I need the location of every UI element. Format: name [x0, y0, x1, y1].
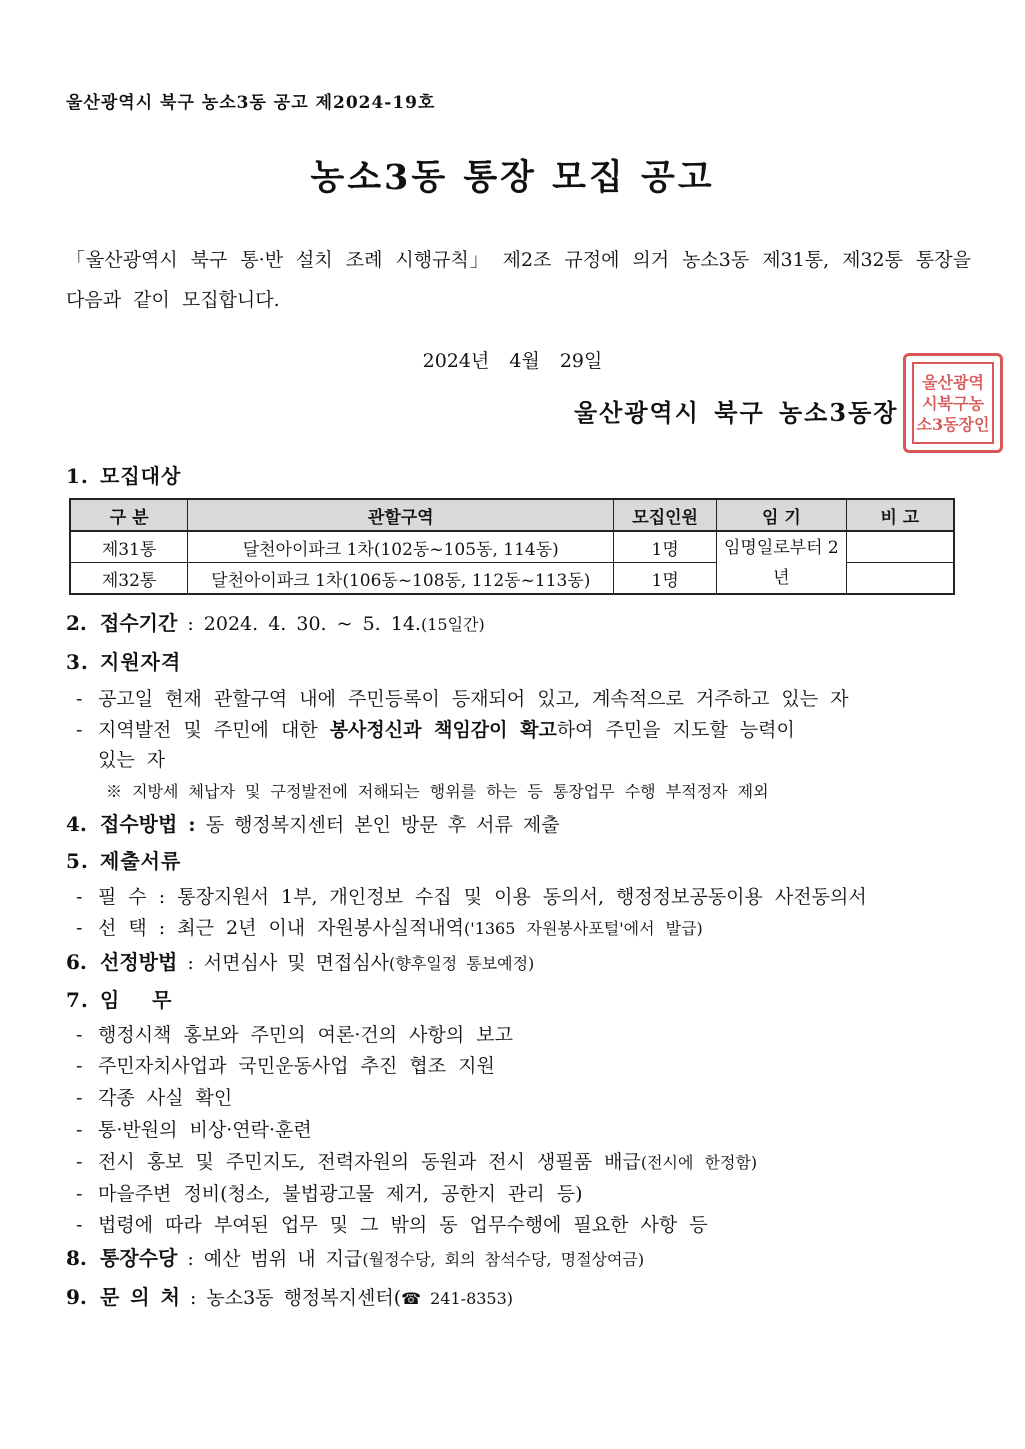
- section-7-heading: [66, 984, 173, 1013]
- receipt-method: 동 행정복지센터 본인 방문 후 서류 제출: [205, 814, 560, 836]
- seal-line-1: 울산광역: [922, 372, 984, 392]
- section-number: 3.: [66, 650, 89, 674]
- duty-5-note: (전시에 한정함): [640, 1153, 758, 1172]
- selection-method: : 서면심사 및 면접심사: [187, 952, 390, 974]
- section-2: [66, 607, 485, 636]
- list-item: - 전시 홍보 및 주민지도, 전력자원의 동원과 전시 생필품 배급(전시에 한정함): [76, 1151, 758, 1173]
- duty-3: 각종 사실 확인: [98, 1087, 233, 1109]
- list-item: - 선 택 : 최근 2년 이내 자원봉사실적내역('1365 자원봉사포털'에서 발급): [76, 917, 703, 939]
- section-title: 모집대상: [100, 464, 182, 488]
- duty-4: 통·반원의 비상·연락·훈련: [98, 1119, 312, 1141]
- header-division: 구 분: [70, 499, 188, 531]
- section-title: 선정방법: [100, 950, 178, 974]
- section-number: 5.: [66, 849, 89, 873]
- section-title: 제출서류: [100, 849, 182, 873]
- issuer-name: 울산광역시 북구 농소3동장: [574, 398, 899, 427]
- contact-phone: ☎ 241-8353): [401, 1289, 514, 1308]
- section-9: [66, 1281, 513, 1310]
- official-seal: [903, 353, 1003, 453]
- duty-5: 전시 홍보 및 주민지도, 전력자원의 동원과 전시 생필품 배급: [98, 1151, 641, 1173]
- list-item: - 마을주변 정비(청소, 불법광고물 제거, 공한지 관리 등): [76, 1183, 583, 1205]
- notice-date: 2024년 4월 29일: [422, 350, 603, 372]
- header-term: 임 기: [717, 499, 847, 531]
- receipt-days: (15일간): [420, 615, 485, 634]
- allowance-note: (월정수당, 회의 참석수당, 명절상여금): [362, 1250, 645, 1269]
- cell-count: 1명: [614, 563, 717, 595]
- section-4: [66, 808, 560, 837]
- list-item: - 각종 사실 확인: [76, 1087, 233, 1109]
- qualification-2-post: 하여 주민을 지도할 능력이: [556, 719, 795, 741]
- section-title: 지원자격: [100, 650, 182, 674]
- qualification-2-bold: 봉사정신과 책임감이 확고: [329, 719, 557, 741]
- list-item: - 주민자치사업과 국민운동사업 추진 협조 지원: [76, 1055, 495, 1077]
- document-required: 필 수 : 통장지원서 1부, 개인정보 수집 및 이용 동의서, 행정정보공동이용 사전동의서: [98, 886, 867, 908]
- section-3-heading: [66, 646, 181, 675]
- recruit-table: [69, 498, 955, 595]
- table-row: [70, 531, 954, 563]
- qualification-2-pre: 지역발전 및 주민에 대한: [98, 719, 330, 741]
- list-item: - 법령에 따라 부여된 업무 및 그 밖의 동 업무수행에 필요한 사항 등: [76, 1214, 708, 1236]
- seal-line-3: 소3동장인: [916, 414, 990, 434]
- cell-area: 달천아이파크 1차(106동~108동, 112동~113동): [188, 563, 614, 595]
- seal-line-2: 시북구농: [922, 393, 984, 413]
- receipt-period: : 2024. 4. 30. ~ 5. 14.: [187, 613, 421, 635]
- section-number: 8.: [66, 1246, 87, 1270]
- cell-remark: [846, 563, 954, 595]
- section-number: 1.: [66, 464, 89, 488]
- intro-paragraph: 「울산광역시 북구 통·반 설치 조례 시행규칙」 제2조 규정에 의거 농소3동 제31통, 제32통 통장을 다음과 같이 모집합니다.: [66, 249, 971, 311]
- section-number: 9.: [66, 1285, 87, 1309]
- notice-number: 울산광역시 북구 농소3동 공고 제2024-19호: [66, 93, 436, 113]
- section-number: 4.: [66, 812, 87, 836]
- list-item: - 행정시책 홍보와 주민의 여론·건의 사항의 보고: [76, 1024, 513, 1046]
- duty-2: 주민자치사업과 국민운동사업 추진 협조 지원: [98, 1055, 495, 1077]
- cell-area: 달천아이파크 1차(102동~105동, 114동): [188, 531, 614, 563]
- section-number: 7.: [66, 988, 89, 1012]
- document-optional-note: ('1365 자원봉사포털'에서 발급): [464, 919, 703, 938]
- list-item-continuation: 있는 자: [98, 749, 166, 771]
- cell-remark: [846, 531, 954, 563]
- section-title: 접수기간: [100, 611, 178, 635]
- section-8: [66, 1242, 644, 1271]
- header-area: 관할구역: [188, 499, 614, 531]
- cell-count: 1명: [614, 531, 717, 563]
- duty-1: 행정시책 홍보와 주민의 여론·건의 사항의 보고: [98, 1024, 513, 1046]
- selection-note: (향후일정 통보예정): [389, 954, 535, 973]
- list-item: - 필 수 : 통장지원서 1부, 개인정보 수집 및 이용 동의서, 행정정보공동이용 사전동의서: [76, 886, 867, 908]
- list-item: - 통·반원의 비상·연락·훈련: [76, 1119, 312, 1141]
- allowance: : 예산 범위 내 지급: [187, 1248, 363, 1270]
- header-remark: 비 고: [846, 499, 954, 531]
- header-count: 모집인원: [614, 499, 717, 531]
- contact-office: : 농소3동 행정복지센터(: [189, 1287, 402, 1309]
- page-title: 농소3동 통장 모집 공고: [310, 157, 715, 198]
- list-item: - 공고일 현재 관할구역 내에 주민등록이 등재되어 있고, 계속적으로 거주하고 있는 자: [76, 688, 849, 710]
- cell-division: 제32통: [70, 563, 188, 595]
- section-number: 2.: [66, 611, 87, 635]
- section-title: 통장수당: [100, 1246, 178, 1270]
- section-number: 6.: [66, 950, 87, 974]
- section-6: [66, 946, 534, 975]
- seal-text: [912, 362, 994, 444]
- cell-division: 제31통: [70, 531, 188, 563]
- section-1-heading: [66, 460, 181, 489]
- exclusion-note: ※ 지방세 체납자 및 구정발전에 저해되는 행위를 하는 등 통장업무 수행 부적정자 제외: [106, 782, 769, 801]
- document-optional: 선 택 : 최근 2년 이내 자원봉사실적내역: [98, 917, 465, 939]
- duty-7: 법령에 따라 부여된 업무 및 그 밖의 동 업무수행에 필요한 사항 등: [98, 1214, 708, 1236]
- section-5-heading: [66, 845, 181, 874]
- list-item: - 지역발전 및 주민에 대한 봉사정신과 책임감이 확고하여 주민을 지도할 능력이: [76, 719, 795, 741]
- section-title: 접수방법 :: [100, 812, 196, 836]
- cell-term: 임명일로부터 2년: [717, 531, 847, 594]
- section-title: 임 무: [100, 988, 173, 1012]
- qualification-1: 공고일 현재 관할구역 내에 주민등록이 등재되어 있고, 계속적으로 거주하고 있는 자: [98, 688, 849, 710]
- duty-6: 마을주변 정비(청소, 불법광고물 제거, 공한지 관리 등): [98, 1183, 583, 1205]
- section-title: 문 의 처: [100, 1285, 180, 1309]
- table-header-row: [70, 499, 954, 531]
